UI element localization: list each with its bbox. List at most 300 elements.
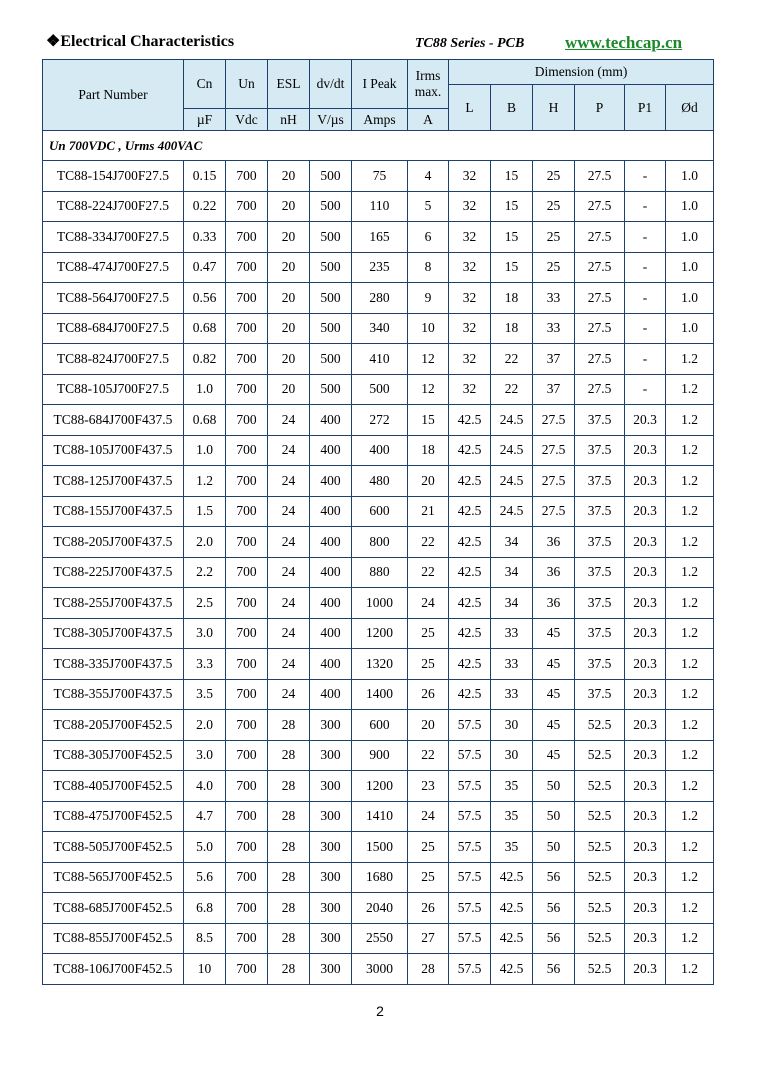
table-cell: 2.0: [184, 527, 226, 558]
table-cell: 42.5: [449, 435, 491, 466]
table-cell: 56: [533, 923, 575, 954]
table-cell: 24.5: [491, 405, 533, 436]
table-cell: 1.2: [666, 771, 714, 802]
table-cell: 15: [491, 222, 533, 253]
table-cell: 1.2: [666, 740, 714, 771]
table-cell: 20: [268, 191, 310, 222]
table-cell: 42.5: [491, 893, 533, 924]
table-cell: 32: [449, 313, 491, 344]
unit-un: Vdc: [226, 109, 268, 131]
table-cell: 300: [310, 893, 352, 924]
table-row: [43, 283, 714, 314]
table-cell: 700: [226, 862, 268, 893]
table-row: [43, 527, 714, 558]
table-cell: 24: [268, 527, 310, 558]
table-cell: 20: [268, 161, 310, 192]
table-cell: 27.5: [575, 161, 625, 192]
table-cell: 42.5: [449, 618, 491, 649]
table-cell: 1000: [352, 588, 408, 619]
table-cell: 27.5: [575, 374, 625, 405]
table-cell: 700: [226, 466, 268, 497]
section-header: Un 700VDC , Urms 400VAC: [43, 131, 714, 161]
table-cell: 37.5: [575, 679, 625, 710]
table-cell: 1410: [352, 801, 408, 832]
table-cell: 1.2: [666, 344, 714, 375]
table-cell: 37: [533, 374, 575, 405]
table-cell: 28: [268, 954, 310, 985]
table-row: [43, 588, 714, 619]
table-cell: 20.3: [625, 832, 666, 863]
table-cell: 32: [449, 344, 491, 375]
part-number-cell: TC88-565J700F452.5: [43, 862, 184, 893]
table-cell: 1.2: [666, 435, 714, 466]
table-cell: 32: [449, 374, 491, 405]
table-cell: 880: [352, 557, 408, 588]
table-cell: 2550: [352, 923, 408, 954]
table-cell: 57.5: [449, 954, 491, 985]
table-cell: 27.5: [575, 344, 625, 375]
table-cell: -: [625, 283, 666, 314]
table-cell: 165: [352, 222, 408, 253]
table-cell: 20.3: [625, 496, 666, 527]
table-cell: 57.5: [449, 923, 491, 954]
table-cell: 2.0: [184, 710, 226, 741]
table-cell: 500: [352, 374, 408, 405]
table-cell: 34: [491, 557, 533, 588]
table-cell: 24.5: [491, 496, 533, 527]
table-cell: 45: [533, 649, 575, 680]
table-cell: 2.5: [184, 588, 226, 619]
table-cell: 27: [408, 923, 449, 954]
table-row: [43, 405, 714, 436]
table-cell: 50: [533, 801, 575, 832]
table-cell: 700: [226, 740, 268, 771]
table-cell: 20.3: [625, 527, 666, 558]
table-cell: 15: [491, 161, 533, 192]
table-cell: 5.0: [184, 832, 226, 863]
table-cell: 10: [408, 313, 449, 344]
table-cell: 400: [310, 496, 352, 527]
table-cell: 1.2: [666, 496, 714, 527]
table-cell: 52.5: [575, 954, 625, 985]
table-cell: 3.3: [184, 649, 226, 680]
table-cell: 24: [268, 496, 310, 527]
table-cell: 32: [449, 283, 491, 314]
part-number-cell: TC88-154J700F27.5: [43, 161, 184, 192]
table-cell: -: [625, 222, 666, 253]
table-row: [43, 771, 714, 802]
table-cell: 0.68: [184, 313, 226, 344]
table-cell: 20.3: [625, 923, 666, 954]
table-cell: 20: [268, 374, 310, 405]
table-cell: 700: [226, 496, 268, 527]
part-number-cell: TC88-475J700F452.5: [43, 801, 184, 832]
table-cell: 33: [533, 283, 575, 314]
unit-esl: nH: [268, 109, 310, 131]
table-cell: 42.5: [491, 923, 533, 954]
table-cell: 30: [491, 740, 533, 771]
table-cell: 42.5: [449, 679, 491, 710]
table-cell: 110: [352, 191, 408, 222]
table-cell: 24.5: [491, 466, 533, 497]
table-row: [43, 161, 714, 192]
table-row: [43, 557, 714, 588]
table-row: [43, 893, 714, 924]
table-cell: 23: [408, 771, 449, 802]
table-row: [43, 435, 714, 466]
table-cell: 20.3: [625, 893, 666, 924]
table-cell: 37.5: [575, 466, 625, 497]
part-number-cell: TC88-205J700F452.5: [43, 710, 184, 741]
table-cell: 0.33: [184, 222, 226, 253]
table-cell: 1.2: [666, 710, 714, 741]
page-number: 2: [376, 1003, 384, 1019]
col-dvdt: dv/dt: [310, 60, 352, 109]
table-cell: 36: [533, 527, 575, 558]
table-cell: 400: [310, 405, 352, 436]
table-cell: 20.3: [625, 649, 666, 680]
table-cell: 52.5: [575, 710, 625, 741]
table-cell: 9: [408, 283, 449, 314]
table-row: [43, 710, 714, 741]
table-cell: 45: [533, 679, 575, 710]
table-cell: 22: [491, 344, 533, 375]
table-cell: 20: [268, 222, 310, 253]
table-cell: 1.2: [666, 557, 714, 588]
part-number-cell: TC88-105J700F437.5: [43, 435, 184, 466]
table-cell: 340: [352, 313, 408, 344]
table-cell: 56: [533, 862, 575, 893]
table-cell: 37.5: [575, 435, 625, 466]
table-cell: 32: [449, 161, 491, 192]
table-cell: 700: [226, 801, 268, 832]
table-cell: 6.8: [184, 893, 226, 924]
table-cell: 22: [408, 557, 449, 588]
table-cell: 57.5: [449, 832, 491, 863]
table-cell: 33: [533, 313, 575, 344]
table-cell: 42.5: [491, 862, 533, 893]
table-cell: 57.5: [449, 862, 491, 893]
table-row: [43, 496, 714, 527]
table-cell: 20.3: [625, 557, 666, 588]
table-cell: 1500: [352, 832, 408, 863]
table-cell: 8.5: [184, 923, 226, 954]
table-cell: 26: [408, 893, 449, 924]
table-cell: 42.5: [449, 557, 491, 588]
table-cell: 27.5: [533, 496, 575, 527]
table-cell: 0.56: [184, 283, 226, 314]
part-number-cell: TC88-564J700F27.5: [43, 283, 184, 314]
table-cell: -: [625, 161, 666, 192]
table-cell: 400: [352, 435, 408, 466]
table-row: [43, 740, 714, 771]
table-cell: 700: [226, 374, 268, 405]
col-dim-h: H: [533, 85, 575, 131]
electrical-characteristics-table: [42, 59, 714, 985]
table-cell: 28: [268, 801, 310, 832]
table-cell: 50: [533, 771, 575, 802]
table-cell: 20.3: [625, 588, 666, 619]
table-cell: 1.5: [184, 496, 226, 527]
table-cell: 24: [408, 801, 449, 832]
part-number-cell: TC88-505J700F452.5: [43, 832, 184, 863]
table-cell: 300: [310, 862, 352, 893]
table-cell: 32: [449, 191, 491, 222]
table-cell: 1.2: [666, 679, 714, 710]
table-cell: 27.5: [575, 191, 625, 222]
table-cell: 500: [310, 374, 352, 405]
table-cell: 35: [491, 801, 533, 832]
table-cell: 1200: [352, 618, 408, 649]
table-cell: 20: [268, 313, 310, 344]
table-cell: 5: [408, 191, 449, 222]
table-cell: 21: [408, 496, 449, 527]
table-cell: 45: [533, 740, 575, 771]
table-cell: 28: [408, 954, 449, 985]
table-cell: 900: [352, 740, 408, 771]
table-cell: 20.3: [625, 710, 666, 741]
part-number-cell: TC88-335J700F437.5: [43, 649, 184, 680]
table-cell: 800: [352, 527, 408, 558]
table-cell: 57.5: [449, 771, 491, 802]
table-cell: 24: [268, 557, 310, 588]
table-cell: 10: [184, 954, 226, 985]
table-cell: 18: [408, 435, 449, 466]
table-cell: 5.6: [184, 862, 226, 893]
table-cell: 300: [310, 832, 352, 863]
table-cell: 57.5: [449, 710, 491, 741]
table-cell: 20.3: [625, 679, 666, 710]
table-cell: 300: [310, 923, 352, 954]
table-cell: 37: [533, 344, 575, 375]
table-cell: -: [625, 344, 666, 375]
table-cell: 4: [408, 161, 449, 192]
col-irms: Irms max.: [408, 60, 449, 109]
table-cell: 57.5: [449, 893, 491, 924]
table-cell: 52.5: [575, 832, 625, 863]
part-number-cell: TC88-155J700F437.5: [43, 496, 184, 527]
table-cell: 4.7: [184, 801, 226, 832]
table-cell: 28: [268, 710, 310, 741]
table-cell: 36: [533, 557, 575, 588]
table-cell: 20: [268, 252, 310, 283]
table-cell: 42.5: [491, 954, 533, 985]
table-cell: 300: [310, 801, 352, 832]
table-cell: 700: [226, 283, 268, 314]
table-cell: 1.2: [666, 466, 714, 497]
table-cell: 3000: [352, 954, 408, 985]
table-cell: 272: [352, 405, 408, 436]
table-cell: 3.5: [184, 679, 226, 710]
table-cell: 20.3: [625, 954, 666, 985]
table-cell: 1.2: [666, 618, 714, 649]
table-cell: 700: [226, 405, 268, 436]
table-cell: 235: [352, 252, 408, 283]
table-cell: 52.5: [575, 801, 625, 832]
table-cell: 27.5: [575, 222, 625, 253]
table-cell: 42.5: [449, 649, 491, 680]
table-cell: 25: [533, 252, 575, 283]
table-cell: 300: [310, 954, 352, 985]
table-row: [43, 191, 714, 222]
col-dim-l: L: [449, 85, 491, 131]
table-cell: 37.5: [575, 649, 625, 680]
table-cell: 33: [491, 649, 533, 680]
table-cell: 8: [408, 252, 449, 283]
website-link[interactable]: www.techcap.cn: [565, 33, 683, 52]
table-cell: 56: [533, 893, 575, 924]
table-cell: 12: [408, 344, 449, 375]
table-cell: 1320: [352, 649, 408, 680]
table-cell: 42.5: [449, 466, 491, 497]
table-cell: 24: [268, 679, 310, 710]
table-cell: 24: [268, 618, 310, 649]
table-cell: 37.5: [575, 527, 625, 558]
table-cell: 25: [533, 161, 575, 192]
table-cell: -: [625, 313, 666, 344]
table-row: [43, 862, 714, 893]
table-cell: 1.0: [666, 222, 714, 253]
table-cell: 12: [408, 374, 449, 405]
table-cell: 20.3: [625, 435, 666, 466]
table-cell: 37.5: [575, 588, 625, 619]
part-number-cell: TC88-125J700F437.5: [43, 466, 184, 497]
table-cell: 700: [226, 679, 268, 710]
table-cell: 45: [533, 618, 575, 649]
table-cell: 1.2: [666, 405, 714, 436]
table-cell: 42.5: [449, 496, 491, 527]
table-cell: 700: [226, 252, 268, 283]
table-cell: 28: [268, 923, 310, 954]
table-row: [43, 832, 714, 863]
table-cell: 20: [408, 466, 449, 497]
table-cell: 1.0: [666, 191, 714, 222]
table-cell: 25: [533, 222, 575, 253]
table-cell: 1.2: [666, 588, 714, 619]
table-cell: 1.0: [666, 283, 714, 314]
unit-cn: µF: [184, 109, 226, 131]
col-dimension: Dimension (mm): [449, 60, 714, 85]
part-number-cell: TC88-106J700F452.5: [43, 954, 184, 985]
table-cell: 27.5: [533, 435, 575, 466]
table-cell: 4.0: [184, 771, 226, 802]
series-label: TC88 Series - PCB: [415, 36, 525, 51]
table-cell: 700: [226, 710, 268, 741]
col-un: Un: [226, 60, 268, 109]
table-cell: 56: [533, 954, 575, 985]
table-cell: 300: [310, 740, 352, 771]
table-cell: 400: [310, 649, 352, 680]
table-cell: 22: [408, 527, 449, 558]
table-cell: 27.5: [533, 466, 575, 497]
col-dim-p: P: [575, 85, 625, 131]
table-cell: 18: [491, 283, 533, 314]
table-cell: 27.5: [533, 405, 575, 436]
col-dim-od: Ød: [666, 85, 714, 131]
table-cell: 1680: [352, 862, 408, 893]
part-number-cell: TC88-225J700F437.5: [43, 557, 184, 588]
part-number-cell: TC88-355J700F437.5: [43, 679, 184, 710]
table-cell: 400: [310, 618, 352, 649]
table-cell: 1.0: [184, 435, 226, 466]
part-number-cell: TC88-305J700F452.5: [43, 740, 184, 771]
table-cell: 52.5: [575, 862, 625, 893]
table-cell: 57.5: [449, 740, 491, 771]
part-number-cell: TC88-205J700F437.5: [43, 527, 184, 558]
table-cell: 0.82: [184, 344, 226, 375]
table-cell: 500: [310, 222, 352, 253]
table-row: [43, 954, 714, 985]
part-number-cell: TC88-684J700F27.5: [43, 313, 184, 344]
table-cell: 20.3: [625, 405, 666, 436]
table-cell: 500: [310, 252, 352, 283]
table-cell: 15: [491, 252, 533, 283]
table-cell: 700: [226, 588, 268, 619]
table-cell: 24.5: [491, 435, 533, 466]
table-cell: 30: [491, 710, 533, 741]
table-cell: 1.2: [666, 801, 714, 832]
table-cell: 25: [408, 649, 449, 680]
table-cell: 32: [449, 252, 491, 283]
table-cell: 600: [352, 496, 408, 527]
part-number-cell: TC88-405J700F452.5: [43, 771, 184, 802]
table-cell: 3.0: [184, 618, 226, 649]
table-cell: 37.5: [575, 557, 625, 588]
table-cell: 1.2: [666, 954, 714, 985]
table-cell: 57.5: [449, 801, 491, 832]
table-cell: 22: [491, 374, 533, 405]
table-cell: 0.22: [184, 191, 226, 222]
table-cell: 400: [310, 679, 352, 710]
table-cell: 500: [310, 283, 352, 314]
table-cell: 24: [268, 649, 310, 680]
table-cell: 0.47: [184, 252, 226, 283]
table-cell: 500: [310, 313, 352, 344]
table-cell: 1.0: [184, 374, 226, 405]
table-cell: 24: [268, 435, 310, 466]
part-number-cell: TC88-334J700F27.5: [43, 222, 184, 253]
col-dim-p1: P1: [625, 85, 666, 131]
table-cell: 52.5: [575, 893, 625, 924]
table-cell: 25: [408, 618, 449, 649]
unit-irms: A: [408, 109, 449, 131]
table-cell: 1.2: [666, 649, 714, 680]
table-cell: 28: [268, 832, 310, 863]
table-row: [43, 923, 714, 954]
table-cell: 24: [268, 588, 310, 619]
table-cell: 1.0: [666, 313, 714, 344]
table-cell: 24: [268, 405, 310, 436]
table-cell: 25: [408, 832, 449, 863]
table-cell: 32: [449, 222, 491, 253]
part-number-cell: TC88-685J700F452.5: [43, 893, 184, 924]
table-cell: 3.0: [184, 740, 226, 771]
table-cell: 75: [352, 161, 408, 192]
table-cell: 24: [408, 588, 449, 619]
part-number-cell: TC88-684J700F437.5: [43, 405, 184, 436]
part-number-cell: TC88-105J700F27.5: [43, 374, 184, 405]
table-cell: 700: [226, 191, 268, 222]
part-number-cell: TC88-474J700F27.5: [43, 252, 184, 283]
table-cell: 700: [226, 161, 268, 192]
table-cell: 500: [310, 191, 352, 222]
unit-dvdt: V/µs: [310, 109, 352, 131]
table-cell: 25: [408, 862, 449, 893]
table-cell: 20.3: [625, 740, 666, 771]
table-cell: 500: [310, 161, 352, 192]
table-cell: 1.2: [666, 893, 714, 924]
table-cell: 6: [408, 222, 449, 253]
